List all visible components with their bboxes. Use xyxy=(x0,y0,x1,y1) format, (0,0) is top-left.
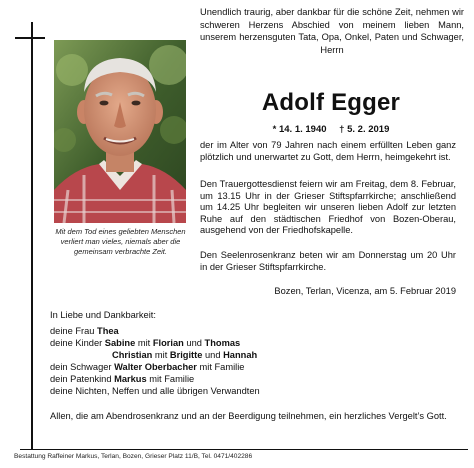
mourners-list xyxy=(50,309,450,397)
portrait-photo xyxy=(54,40,186,223)
mourner-children-1: deine Kinder Sabine mit Florian und Thomas xyxy=(50,338,241,348)
funeral-home-info: Bestattung Raffeiner Markus, Terlan, Bozen, Grieser Platz 11/B, Tel. 0471/402286 xyxy=(14,453,253,460)
cross-vertical xyxy=(31,22,33,449)
mourner-wife: deine Frau Thea xyxy=(50,326,119,336)
place-and-date: Bozen, Terlan, Vicenza, am 5. Februar 2019 xyxy=(274,286,456,296)
birth-date: * 14. 1. 1940 xyxy=(272,124,327,135)
mourners-heading: In Liebe und Dankbarkeit: xyxy=(50,310,156,320)
mourner-godchild: dein Patenkind Markus mit Familie xyxy=(50,374,195,384)
death-date: † 5. 2. 2019 xyxy=(339,124,390,135)
rosary-info: Den Seelenrosenkranz beten wir am Donnerstag um 20 Uhr in der Grieser Stiftspfarrkirche. xyxy=(200,250,456,272)
cross-horizontal xyxy=(15,37,45,39)
mourner-relatives: deine Nichten, Neffen und alle übrigen Verwandten xyxy=(50,386,260,396)
thanks-text: Allen, die am Abendrosenkranz und an der Beerdigung teilnehmen, ein herzliches Vergelt’s Gott. xyxy=(50,411,447,421)
bottom-rule xyxy=(20,449,468,450)
deceased-name: Adolf Egger xyxy=(261,89,401,116)
funeral-service-info: Den Trauergottesdienst feiern wir am Freitag, dem 8. Februar, um 13.15 Uhr in der Grieser Stiftspfarrkirche; anschließend um 14.25 Uhr begleiten wir unseren lieben Adolf zur letzten Ruhe auf den städtischen Friedhof von Bozen-Oberau, ausgehend von der Friedhofskapelle. xyxy=(200,179,456,235)
mourner-children-2: Christian mit Brigitte und Hannah xyxy=(112,350,258,360)
portrait-illustration xyxy=(54,40,186,223)
death-announcement: der im Alter von 79 Jahren nach einem erfüllten Leben ganz plötzlich und unerwartet zu Gott, dem Herrn, heimgekehrt ist. xyxy=(200,140,456,162)
life-dates xyxy=(200,124,462,135)
intro-text: Unendlich traurig, aber dankbar für die schöne Zeit, nehmen wir schweren Herzens Abschied von meinem lieben Mann, unserem herzensguten Tata, Opa, Onkel, Paten und Schwager, Herrn xyxy=(200,7,464,55)
mourner-brother-in-law: dein Schwager Walter Oberbacher mit Familie xyxy=(50,362,245,372)
photo-caption: Mit dem Tod eines geliebten Menschen verliert man vieles, niemals aber die gemeinsam verbrachte Zeit. xyxy=(55,227,186,256)
